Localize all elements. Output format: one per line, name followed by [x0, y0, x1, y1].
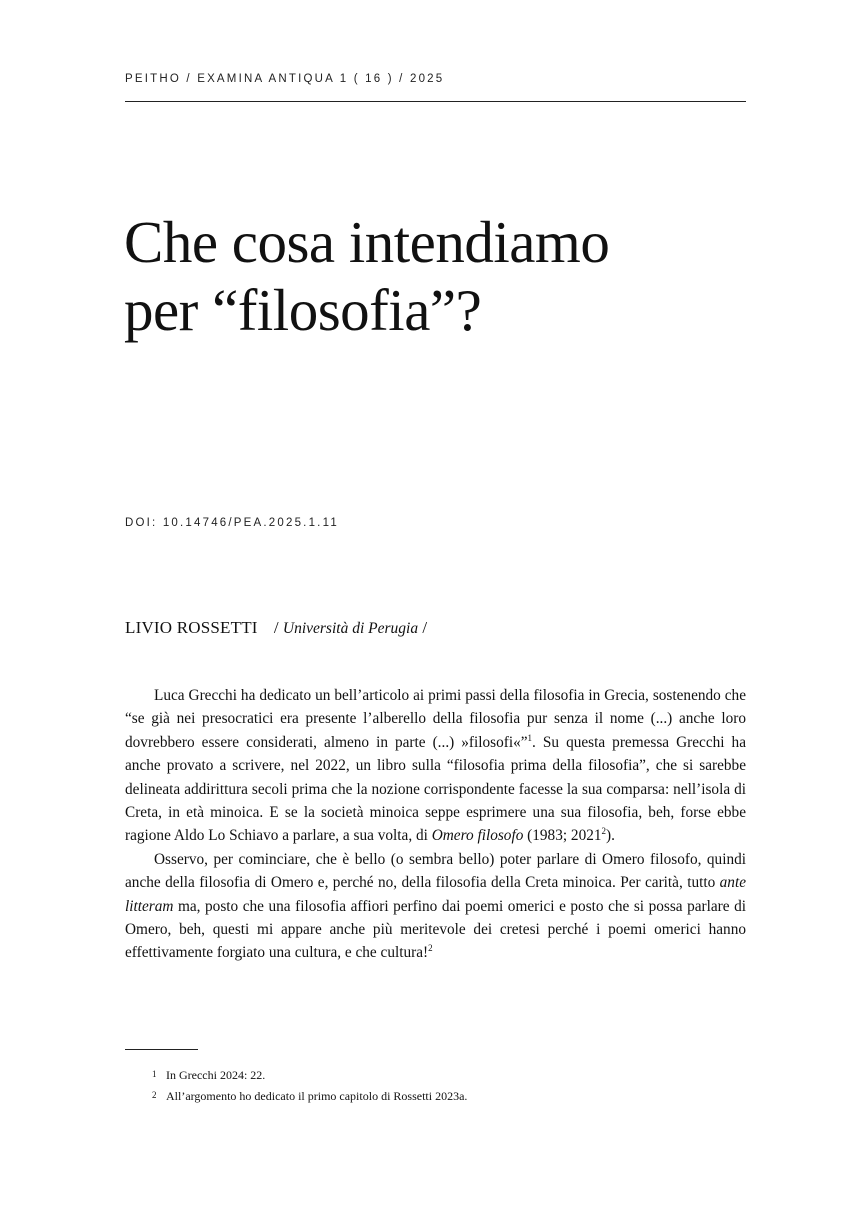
separator-open: /	[273, 618, 279, 637]
footnote-ref-1[interactable]: 1	[527, 732, 533, 743]
author-name: LIVIO ROSSETTI	[125, 618, 258, 637]
italic-phrase: ante litteram	[125, 874, 746, 915]
paragraph-2-text-b: ma, posto che una filosofia affiori perfino dai poemi omerici e posto che si possa parlare di Omero, beh, questi mi appare anche più meritevole dei cretesi perché i poemi omerici hanno effettivamente forgiato una cultura, e che cultura!	[125, 897, 746, 962]
article-title	[124, 208, 764, 344]
separator-close: /	[422, 618, 428, 637]
running-head: PEITHO / EXAMINA ANTIQUA 1 ( 16 ) / 2025	[125, 73, 445, 85]
edition-superscript: 2	[601, 826, 607, 837]
footnotes	[152, 1064, 746, 1106]
paragraph-1-text-c: (1983; 2021	[523, 827, 602, 845]
footnote-2	[152, 1085, 746, 1106]
paragraph-1-text-d: ).	[606, 827, 615, 845]
author-line	[125, 618, 427, 638]
header-rule	[125, 101, 746, 102]
title-line-1: Che cosa intendiamo	[124, 209, 610, 275]
footnote-2-number: 2	[152, 1090, 157, 1100]
body-text	[125, 684, 746, 965]
footnote-1-number: 1	[152, 1069, 157, 1079]
author-affiliation: Università di Perugia	[282, 620, 419, 637]
footnote-2-text: All’argomento ho dedicato il primo capitolo di Rossetti 2023a.	[166, 1089, 468, 1103]
paragraph-2-text-a: Osservo, per cominciare, che è bello (o sembra bello) poter parlare di Omero filosofo, quindi anche della filosofia di Omero e, perché no, della filosofia della Creta minoica. Per carità, tutto	[125, 850, 746, 892]
paragraph-2	[125, 848, 746, 965]
footnote-1-text: In Grecchi 2024: 22.	[166, 1068, 266, 1082]
footnote-ref-2[interactable]: 2	[428, 943, 433, 954]
doi-line: DOI: 10.14746/PEA.2025.1.11	[125, 517, 339, 529]
paragraph-1	[125, 684, 746, 848]
paragraph-1-text-b: . Su questa premessa Grecchi ha anche provato a scrivere, nel 2022, un libro sulla “filosofia prima della filosofia”, che si sarebbe delineata addirittura secoli prima che la nozione corrispondente facesse la sua comparsa: nell’isola di Creta, in età minoica. E se la società minoica seppe esprimere una sua filosofia, beh, forse ebbe ragione Aldo Lo Schiavo a parlare, a sua volta, di	[125, 733, 746, 845]
footnote-1	[152, 1064, 746, 1085]
footnote-rule	[125, 1049, 198, 1050]
title-line-2: per “filosofia”?	[124, 277, 482, 343]
book-title: Omero filosofo	[431, 827, 524, 845]
paragraph-1-text-a: Luca Grecchi ha dedicato un bell’articolo ai primi passi della filosofia in Grecia, sostenendo che “se già nei presocratici era presente l’alberello della filosofia pur senza il nome (...) anche loro dovrebbero essere considerati, almeno in parte (...) »filosofi«”	[125, 687, 746, 751]
